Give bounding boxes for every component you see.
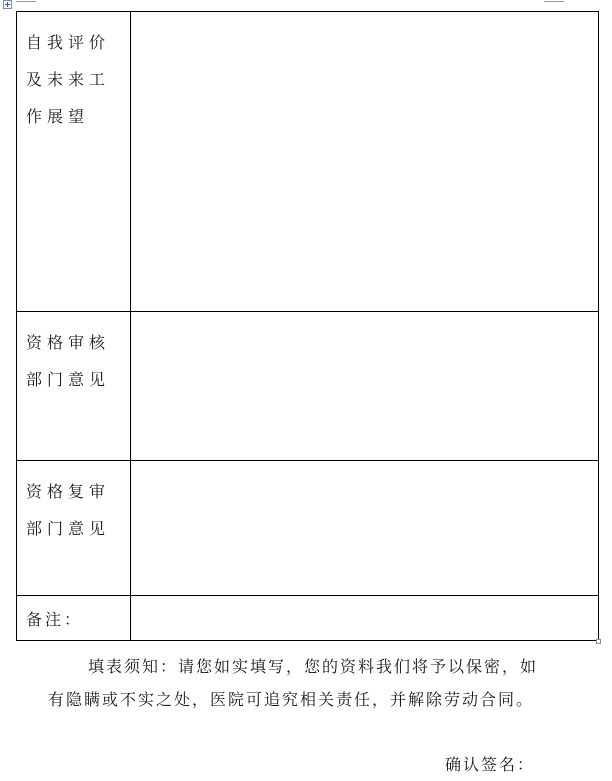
qualification-recheck-label: 资格复审部门意见 bbox=[17, 461, 131, 596]
signature-label: 确认签名： bbox=[445, 755, 536, 774]
fill-notice-text: 填表须知：请您如实填写，您的资料我们将予以保密，如有隐瞒或不实之处，医院可追究相关责任，并解除劳动合同。 bbox=[48, 657, 539, 709]
remarks-field[interactable] bbox=[131, 596, 599, 641]
table-row bbox=[17, 12, 599, 312]
ruler-marker-right bbox=[544, 1, 564, 2]
qualification-review-label: 资格审核部门意见 bbox=[17, 312, 131, 461]
qualification-review-field[interactable] bbox=[131, 312, 599, 461]
table-row bbox=[17, 312, 599, 461]
table-row bbox=[17, 461, 599, 596]
assessment-form-table bbox=[16, 11, 599, 641]
table-resize-handle[interactable] bbox=[596, 639, 601, 644]
fill-notice bbox=[48, 650, 548, 716]
table-row bbox=[17, 596, 599, 641]
self-evaluation-label: 自我评价及未来工作展望 bbox=[17, 12, 131, 312]
ruler-marker-left bbox=[16, 1, 36, 2]
qualification-recheck-field[interactable] bbox=[131, 461, 599, 596]
remarks-label: 备注： bbox=[17, 596, 131, 641]
self-evaluation-field[interactable] bbox=[131, 12, 599, 312]
table-move-handle-icon[interactable] bbox=[3, 0, 12, 9]
